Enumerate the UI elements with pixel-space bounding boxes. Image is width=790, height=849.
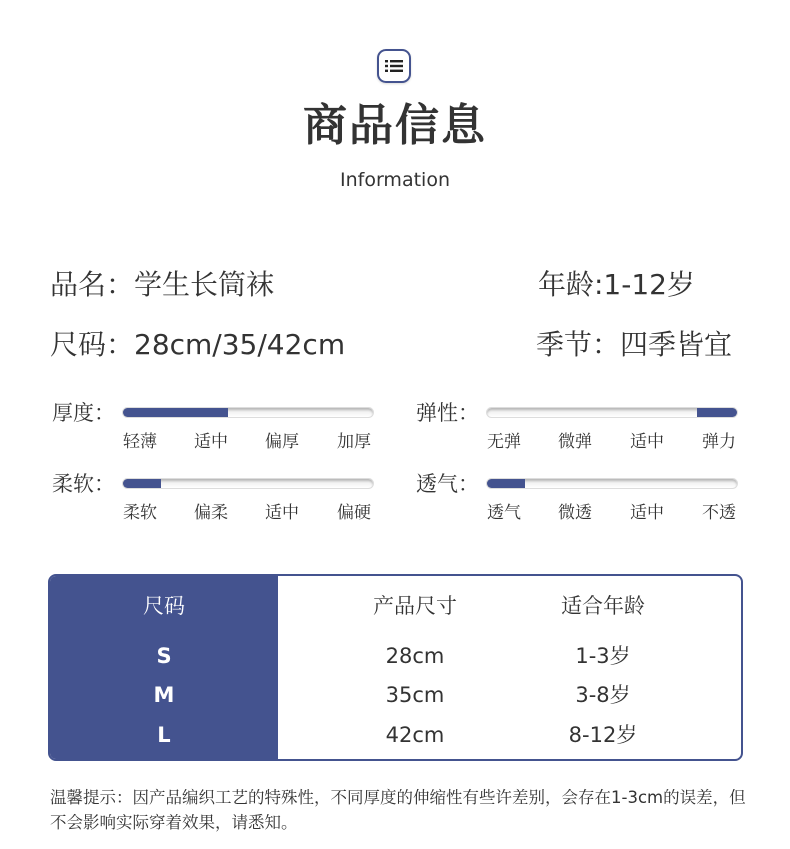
- elasticity-tick: 微弹: [558, 432, 592, 452]
- list-icon: [377, 49, 411, 83]
- thickness-bar-fill: [123, 408, 228, 417]
- table-cell-age: 3-8岁: [575, 683, 631, 707]
- size-table: [48, 574, 743, 761]
- breathability-tick: 适中: [630, 503, 664, 523]
- softness-bar: [122, 478, 374, 489]
- softness-tick: 适中: [265, 503, 299, 523]
- care-note: 温馨提示：因产品编织工艺的特殊性，不同厚度的伸缩性有些许差别，会存在1-3cm的误差，但不会影响实际穿着效果，请悉知。: [50, 788, 746, 832]
- table-cell-age: 8-12岁: [568, 723, 638, 747]
- breathability-tick: 不透: [702, 503, 736, 523]
- table-header-size: 尺码: [143, 594, 185, 618]
- table-cell-dimension: 35cm: [385, 683, 445, 707]
- product-name: 品名：学生长筒袜: [50, 268, 275, 301]
- table-cell-dimension: 42cm: [385, 723, 445, 747]
- size-info: 尺码：28cm/35/42cm: [50, 328, 346, 361]
- elasticity-label: 弹性：: [416, 401, 479, 425]
- table-cell-dimension: 28cm: [385, 644, 445, 668]
- breathability-label: 透气：: [416, 472, 479, 496]
- table-header-age: 适合年龄: [561, 594, 645, 618]
- softness-tick: 偏柔: [194, 503, 228, 523]
- elasticity-bar: [486, 407, 738, 418]
- thickness-tick: 轻薄: [123, 432, 157, 452]
- thickness-tick: 加厚: [337, 432, 371, 452]
- season-info: 季节：四季皆宜: [536, 328, 733, 361]
- elasticity-bar-fill: [697, 408, 737, 417]
- softness-bar-fill: [123, 479, 161, 488]
- page-title: 商品信息: [303, 100, 487, 151]
- table-cell-age: 1-3岁: [575, 644, 631, 668]
- table-cell-size: M: [153, 683, 175, 707]
- thickness-label: 厚度：: [52, 401, 115, 425]
- elasticity-tick: 无弹: [487, 432, 521, 452]
- breathability-tick: 透气: [487, 503, 521, 523]
- softness-tick: 柔软: [123, 503, 157, 523]
- age-range: 年龄:1-12岁: [538, 268, 695, 301]
- table-cell-size: L: [157, 723, 171, 747]
- breathability-bar: [486, 478, 738, 489]
- table-cell-size: S: [156, 644, 172, 668]
- elasticity-tick: 适中: [630, 432, 664, 452]
- softness-tick: 偏硬: [337, 503, 371, 523]
- thickness-bar: [122, 407, 374, 418]
- table-header-dimension: 产品尺寸: [373, 594, 457, 618]
- thickness-tick: 适中: [194, 432, 228, 452]
- softness-label: 柔软：: [52, 472, 115, 496]
- page-subtitle: Information: [340, 169, 450, 191]
- thickness-tick: 偏厚: [265, 432, 299, 452]
- breathability-bar-fill: [487, 479, 525, 488]
- breathability-tick: 微透: [558, 503, 592, 523]
- elasticity-tick: 弹力: [702, 432, 736, 452]
